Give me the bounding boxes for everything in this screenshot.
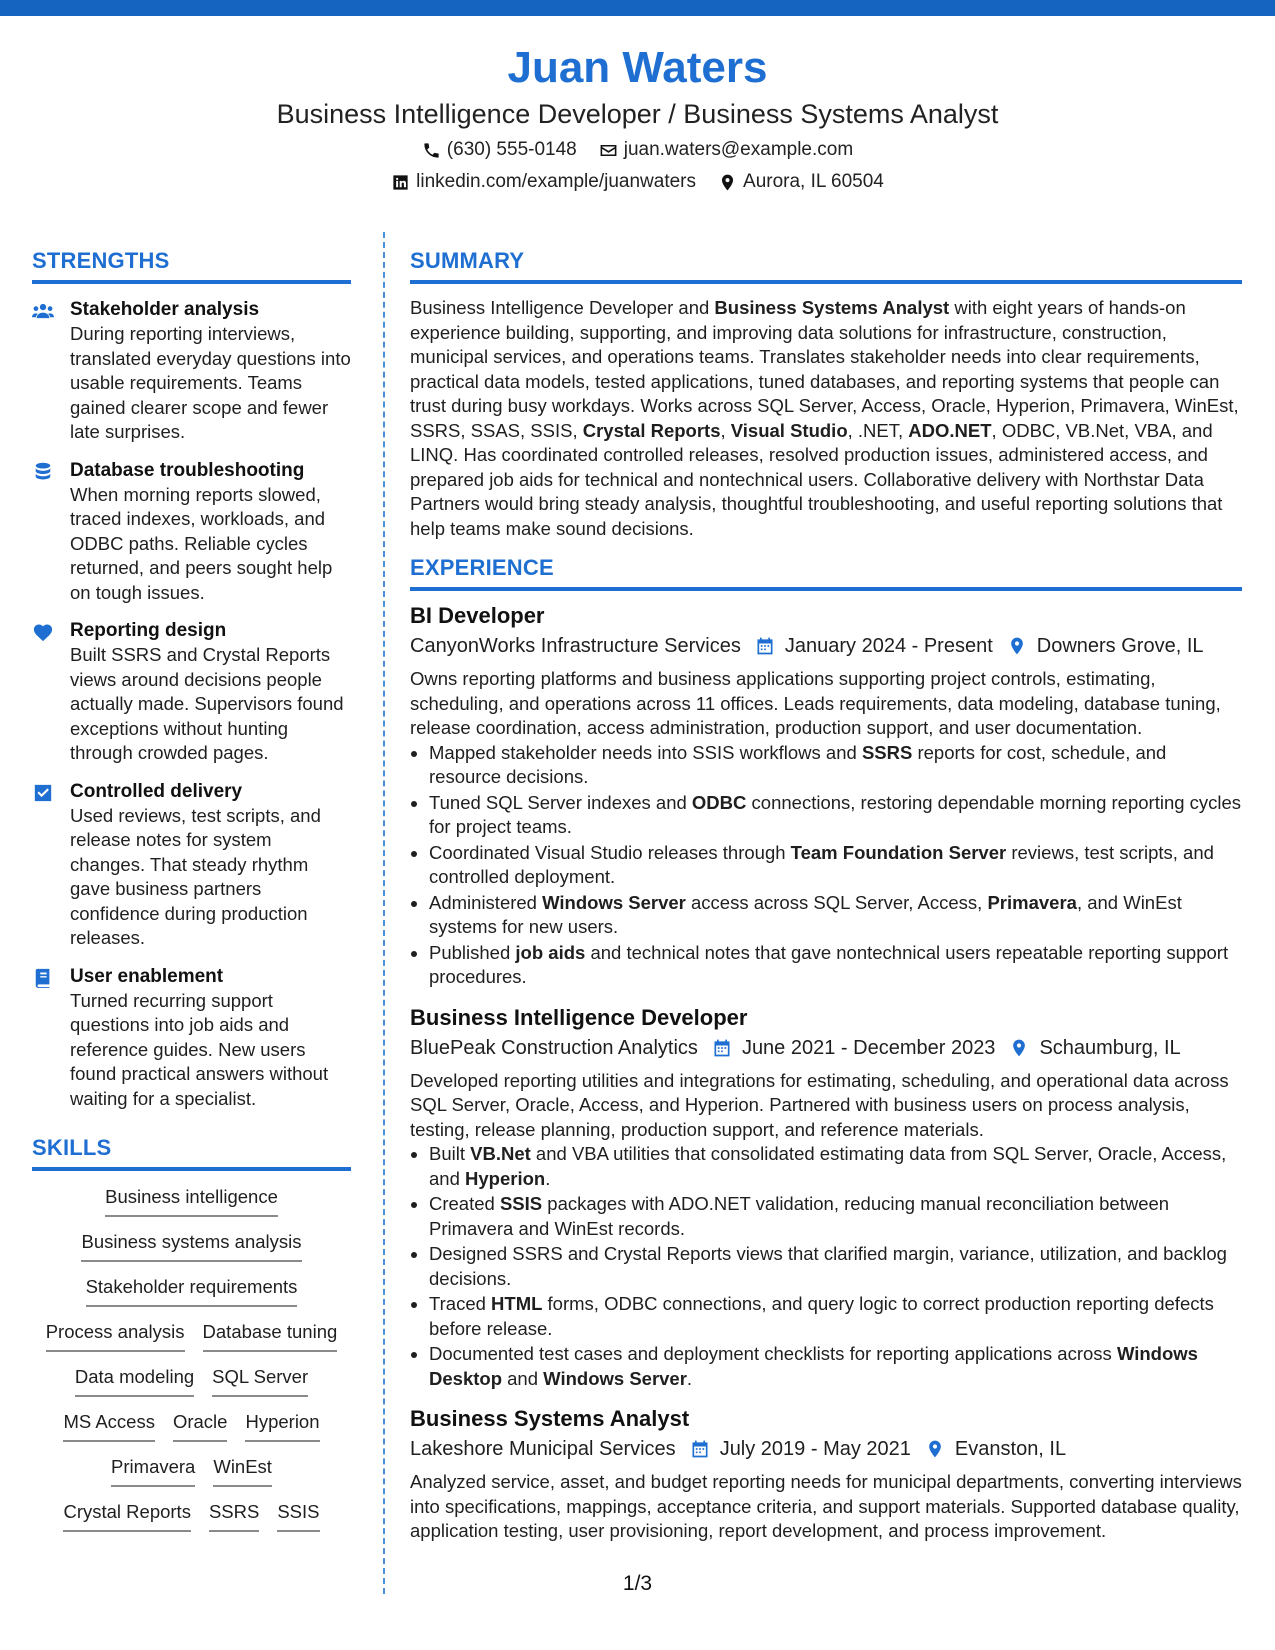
page-number: 1/3 <box>622 1572 653 1595</box>
job-title: Business Intelligence Developer <box>410 1004 748 1030</box>
bold-term: VB.Net <box>470 1143 531 1164</box>
calendar-icon <box>755 636 775 656</box>
bullet-item <box>429 741 1242 791</box>
skill-tag: Hyperion <box>245 1410 319 1442</box>
top-accent-bar <box>0 0 1275 16</box>
text-segment: , <box>720 419 731 441</box>
location-text: Schaumburg, IL <box>1039 1036 1181 1059</box>
strength-title: Controlled delivery <box>70 780 243 802</box>
calendar-icon <box>712 1038 732 1058</box>
text-segment: access across SQL Server, Access, <box>685 891 988 913</box>
job-bullets <box>410 1142 1242 1392</box>
strength-title: Database troubleshooting <box>70 459 305 481</box>
strength-body <box>70 780 351 951</box>
email-text: juan.waters@example.com <box>623 139 854 160</box>
location-text: Evanston, IL <box>954 1438 1067 1460</box>
text-segment: reviews, test scripts, and controlled deployment. <box>429 841 1214 887</box>
text-segment: Coordinated Visual Studio releases through <box>429 841 791 863</box>
skill-tag: Stakeholder requirements <box>86 1275 298 1307</box>
calendar-icon <box>690 1439 710 1459</box>
strengths-heading: STRENGTHS <box>32 246 351 284</box>
map-pin-icon <box>1009 1038 1029 1058</box>
candidate-name: Juan Waters <box>507 43 768 92</box>
strength-body <box>70 459 351 606</box>
experience-heading: EXPERIENCE <box>410 553 1242 591</box>
text-segment: Tuned SQL Server indexes and <box>429 791 692 813</box>
job-description: Analyzed service, asset, and budget reporting needs for municipal departments, converting interviews into specifications, mappings, acceptance criteria, and support materials. Supported database quality, application testing, user provisioning, report development, and process improvement. <box>410 1471 1242 1541</box>
text-segment: , ODBC, VB.Net, VBA, and LINQ. Has coordinated controlled releases, resolved production issues, administered access, and prepared job aids for technical and nontechnical users. Collaborative delivery with Northstar Data Partners would bring steady analysis, thoughtful troubleshooting, and useful reporting solutions that help teams make sound decisions. <box>410 419 1223 539</box>
text-segment: and <box>502 1367 544 1389</box>
company-name: Lakeshore Municipal Services <box>410 1438 676 1460</box>
bullet-item <box>429 841 1242 891</box>
map-pin-icon <box>1007 636 1027 656</box>
right-column <box>410 246 1242 1544</box>
checkbox-icon <box>32 780 70 951</box>
bold-term: Hyperion <box>465 1167 546 1189</box>
skill-tag: Business intelligence <box>105 1185 278 1217</box>
skill-row <box>32 1410 351 1455</box>
skills-list <box>32 1185 351 1545</box>
skill-row <box>32 1365 351 1410</box>
email-contact[interactable] <box>599 136 853 164</box>
bullet-item <box>429 891 1242 941</box>
bold-term: Crystal Reports <box>582 419 721 441</box>
skill-row <box>32 1320 351 1365</box>
text-segment: forms, ODBC connections, and query logic to correct production reporting defects before release. <box>429 1293 1214 1339</box>
envelope-icon <box>599 141 618 160</box>
skills-heading: SKILLS <box>32 1133 351 1171</box>
bold-term: job aids <box>515 941 586 963</box>
location-contact <box>718 168 884 196</box>
strength-description: During reporting interviews, translated everyday questions into usable requirements. Teams gained clearer scope and fewer late surprises. <box>70 323 351 442</box>
text-segment: connections, restoring dependable morning reporting cycles for project teams. <box>429 791 1242 837</box>
bullet-item <box>429 941 1242 991</box>
bullet-item <box>429 1342 1242 1392</box>
skill-row <box>32 1230 351 1275</box>
skill-tag: SSIS <box>277 1500 319 1532</box>
strength-item <box>32 298 351 445</box>
job-title: BI Developer <box>410 603 545 628</box>
linkedin-icon <box>391 173 410 192</box>
job-location <box>1007 631 1204 661</box>
strength-body <box>70 298 351 445</box>
company-name: BluePeak Construction Analytics <box>410 1036 698 1059</box>
skill-row <box>32 1455 351 1500</box>
strength-description: Turned recurring support questions into job aids and reference guides. New users found practical answers without waiting for a specialist. <box>70 989 329 1109</box>
strength-title: User enablement <box>70 965 224 987</box>
bullet-item <box>429 791 1242 841</box>
job-title: Business Systems Analyst <box>410 1406 690 1431</box>
bold-term: Primavera <box>987 891 1077 913</box>
strength-title: Reporting design <box>70 620 227 641</box>
text-segment: Published <box>429 941 516 963</box>
bold-term: SSRS <box>861 741 913 763</box>
dates-text: January 2024 - Present <box>784 635 993 657</box>
job-entry <box>410 601 1242 991</box>
strength-body <box>70 965 351 1112</box>
bold-term: Windows Server <box>542 891 686 913</box>
job-dates <box>690 1434 911 1464</box>
text-segment: and technical notes that gave nontechnical users repeatable reporting support procedures. <box>429 941 1229 987</box>
skill-tag: Oracle <box>173 1410 228 1442</box>
strength-title: Stakeholder analysis <box>70 299 260 320</box>
strength-description: Built SSRS and Crystal Reports views around decisions people actually made. Supervisors found exceptions without hunting through crowded pages. <box>70 644 344 763</box>
job-dates <box>712 1033 996 1063</box>
bullet-item <box>429 1192 1242 1242</box>
bold-term: Visual Studio <box>730 419 848 441</box>
strength-item <box>32 459 351 606</box>
text-segment: , and WinEst systems for new users. <box>429 891 1182 937</box>
database-icon <box>32 459 70 606</box>
strength-item <box>32 965 351 1112</box>
text-segment: reports for cost, schedule, and resource decisions. <box>429 741 1167 787</box>
text-segment: . <box>686 1367 693 1389</box>
text-segment: Built <box>429 1143 471 1164</box>
text-segment: with eight years of hands-on experience building, supporting, and improving data solutions for infrastructure, construction, municipal services, and operations teams. Translates stakeholder needs into clear requirements, practical data models, tested applications, tuned databases, and reporting systems that people can trust during busy workdays. Works across SQL Server, Access, Oracle, Hyperion, Primavera, WinEst, SSRS, SSAS, SSIS, <box>410 297 1239 441</box>
heart-icon <box>32 619 70 766</box>
text-segment: Traced <box>429 1293 492 1314</box>
job-meta <box>410 631 1242 661</box>
text-segment: , .NET, <box>847 419 909 441</box>
text-segment: Designed SSRS and Crystal Reports views that clarified margin, variance, utilization, and backlog decisions. <box>429 1243 1227 1289</box>
job-entry <box>410 1003 1242 1393</box>
job-description: Owns reporting platforms and business applications supporting project controls, estimating, scheduling, and operations across 11 offices. Leads requirements, data modeling, database tuning, release coordination, access administration, production support, and user documentation. <box>410 668 1221 738</box>
candidate-title: Business Intelligence Developer / Business Systems Analyst <box>276 99 999 129</box>
summary-heading: SUMMARY <box>410 246 1242 284</box>
strength-description: When morning reports slowed, traced indexes, workloads, and ODBC paths. Reliable cycles returned, and peers sought help on tough issues. <box>70 483 333 603</box>
strengths-list <box>32 298 351 1111</box>
dates-text: July 2019 - May 2021 <box>719 1438 911 1460</box>
strength-item <box>32 780 351 951</box>
bold-term: Business Systems Analyst <box>714 297 950 318</box>
text-segment: and VBA utilities that consolidated estimating data from SQL Server, Oracle, Access, and <box>429 1143 1227 1189</box>
skill-row <box>32 1500 351 1545</box>
contact-row-2 <box>0 168 1275 196</box>
skill-tag: Business systems analysis <box>81 1230 301 1262</box>
summary-text <box>410 296 1242 541</box>
skill-tag: Primavera <box>111 1455 195 1487</box>
bold-term: SSIS <box>499 1193 543 1214</box>
jobs-list <box>410 601 1242 1544</box>
location-text: Downers Grove, IL <box>1036 635 1204 657</box>
bold-term: Windows Desktop <box>429 1343 1198 1389</box>
linkedin-contact[interactable] <box>391 168 696 196</box>
text-segment: Documented test cases and deployment checklists for reporting applications across <box>429 1343 1117 1364</box>
strength-body <box>70 619 351 766</box>
skill-tag: WinEst <box>213 1455 272 1487</box>
left-column <box>32 246 351 1545</box>
users-icon <box>32 298 70 445</box>
text-segment: . <box>545 1167 551 1189</box>
contact-row-1 <box>0 136 1275 164</box>
job-location <box>925 1434 1066 1464</box>
job-bullets <box>410 741 1242 991</box>
bold-term: HTML <box>491 1293 543 1314</box>
location-text: Aurora, IL 60504 <box>743 171 884 192</box>
column-divider <box>383 232 385 1594</box>
bold-term: Windows Server <box>543 1367 687 1389</box>
bullet-item <box>429 1292 1242 1342</box>
job-meta <box>410 1033 1242 1063</box>
phone-text: (630) 555-0148 <box>446 139 577 160</box>
skill-tag: Process analysis <box>46 1320 185 1352</box>
company-name: CanyonWorks Infrastructure Services <box>410 635 741 657</box>
bullet-item <box>429 1242 1242 1292</box>
map-pin-icon <box>925 1439 945 1459</box>
skill-tag: Crystal Reports <box>63 1500 190 1532</box>
job-dates <box>755 631 993 661</box>
bold-term: ODBC <box>691 791 747 813</box>
strength-item <box>32 619 351 766</box>
text-segment: packages with ADO.NET validation, reducing manual reconciliation between Primavera and WinEst records. <box>429 1193 1170 1239</box>
resume-header <box>0 40 1275 196</box>
phone-icon <box>422 141 441 160</box>
skill-row <box>32 1185 351 1230</box>
skill-tag: Database tuning <box>203 1320 338 1352</box>
skill-tag: SQL Server <box>212 1365 308 1397</box>
job-location <box>1009 1033 1180 1063</box>
skill-tag: Data modeling <box>75 1365 194 1397</box>
bold-term: ADO.NET <box>908 419 992 441</box>
map-pin-icon <box>718 173 737 192</box>
book-icon <box>32 965 70 1112</box>
dates-text: June 2021 - December 2023 <box>741 1036 996 1059</box>
text-segment: Created <box>429 1193 500 1214</box>
text-segment: Administered <box>429 891 543 913</box>
skill-row <box>32 1275 351 1320</box>
job-entry <box>410 1404 1242 1544</box>
skill-tag: MS Access <box>63 1410 155 1442</box>
skill-tag: SSRS <box>209 1500 259 1532</box>
text-segment: Mapped stakeholder needs into SSIS workflows and <box>429 741 862 763</box>
strength-description: Used reviews, test scripts, and release notes for system changes. That steady rhythm gave business partners confidence during production releases. <box>70 804 321 948</box>
bold-term: Team Foundation Server <box>790 841 1007 863</box>
job-description: Developed reporting utilities and integrations for estimating, scheduling, and operational data across SQL Server, Oracle, Access, and Hyperion. Partnered with business users on process analysis, testing, release planning, production support, and reference materials. <box>410 1069 1229 1140</box>
bullet-item <box>429 1142 1242 1192</box>
phone-contact[interactable] <box>422 136 577 164</box>
job-meta <box>410 1434 1242 1464</box>
text-segment: Business Intelligence Developer and <box>410 297 715 318</box>
linkedin-text: linkedin.com/example/juanwaters <box>416 171 697 192</box>
